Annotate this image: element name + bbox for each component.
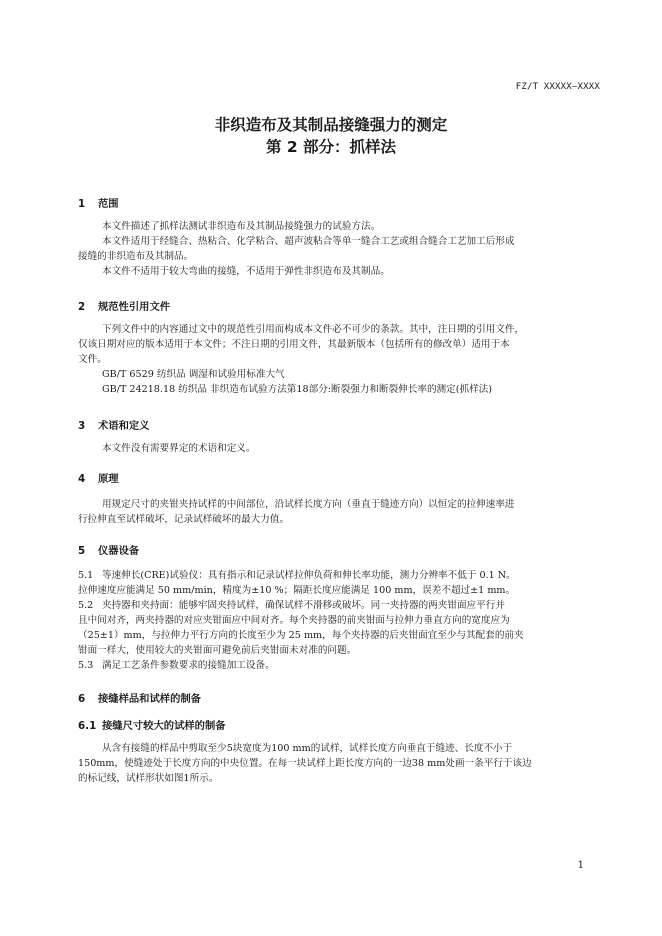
document-subtitle: 第 2 部分：抓样法: [265, 138, 397, 156]
section-4-body: [78, 497, 598, 527]
paragraph-continued: 的标记线，试样形状如图1所示。: [78, 773, 219, 784]
section-3-body: [78, 441, 598, 456]
paragraph: 本文件不适用于较大弯曲的接缝，不适用于弹性非织造布及其制品。: [102, 266, 390, 277]
clause-text: 夹持器和夹持面：能够牢固夹持试样，确保试样不滑移或破坏。同一夹持器的两夹钳面应平行并: [102, 600, 505, 611]
paragraph-continued: 接缝的非织造布及其制品。: [78, 251, 194, 262]
clause-text: 满足工艺条件参数要求的接缝加工设备。: [102, 660, 275, 671]
paragraph-continued: 且中间对齐，两夹持器的对应夹钳面应中间对齐。每个夹持器的前夹钳面与拉伸力垂直方向的宽度应为: [78, 615, 510, 626]
paragraph: 本文件适用于经缝合、热粘合、化学粘合、超声波粘合等单一缝合工艺或组合缝合工艺加工后形成: [102, 236, 515, 247]
standard-code: FZ/T XXXXX—XXXX: [515, 82, 600, 92]
clause-number: 5.2: [78, 600, 94, 611]
section-heading-6: [78, 690, 201, 705]
paragraph-continued: 仅该日期对应的版本适用于本文件；不注日期的引用文件，其最新版本（包括所有的修改单）适用于本: [78, 339, 510, 350]
paragraph: 本文件描述了抓样法测试非织造布及其制品接缝强力的试验方法。: [102, 221, 381, 232]
section-2-body: [78, 322, 598, 397]
section-number: 6: [78, 693, 86, 705]
paragraph: 从含有接缝的样品中剪取至少5块宽度为100 mm的试样，试样长度方向垂直于缝迹、长度不小于: [102, 743, 513, 754]
paragraph: 下列文件中的内容通过文中的规范性引用而构成本文件必不可少的条款。其中，注日期的引用文件，: [102, 324, 525, 335]
clause-number: 5.3: [78, 660, 94, 671]
clause-5-3: [78, 658, 598, 673]
section-5-body: [78, 568, 598, 673]
section-heading-3: [78, 417, 149, 432]
section-heading-4: [78, 470, 119, 485]
clause-5-1: [78, 568, 598, 583]
paragraph-continued: 行拉伸直至试样破坏，记录试样破坏的最大力值。: [78, 514, 290, 525]
clause-number: 5.1: [78, 570, 94, 581]
section-number: 5: [78, 545, 86, 557]
paragraph: 本文件没有需要界定的术语和定义。: [102, 443, 256, 454]
paragraph-continued: 文件。: [78, 354, 107, 365]
clause-5-2: [78, 598, 598, 613]
section-title: 术语和定义: [98, 420, 150, 432]
section-heading-2: [78, 298, 170, 313]
paragraph: 用规定尺寸的夹钳夹持试样的中间部位，沿试样长度方向（垂直于缝迹方向）以恒定的拉伸速率进: [102, 499, 515, 510]
subsection-title: 接缝尺寸较大的试样的制备: [102, 720, 226, 732]
subsection-number: 6.1: [78, 720, 97, 732]
section-number: 3: [78, 420, 86, 432]
clause-text: 等速伸长(CRE)试验仪：具有指示和记录试样拉伸负荷和伸长率功能，测力分辨率不低于 0.1 N。: [102, 570, 516, 581]
reference-item: GB/T 6529 纺织品 调湿和试验用标准大气: [102, 369, 285, 380]
page-number: 1: [577, 860, 584, 871]
section-number: 2: [78, 301, 86, 313]
section-heading-1: [78, 195, 119, 210]
reference-item: GB/T 24218.18 纺织品 非织造布试验方法第18部分:断裂强力和断裂伸长率的测定(抓样法): [102, 384, 493, 395]
paragraph-continued: 拉伸速度应能满足 50 mm/min，精度为±10 %；隔距长度应能满足 100 mm，误差不超过±1 mm。: [78, 585, 516, 596]
subsection-heading-6-1: [78, 717, 226, 732]
document-title: 非织造布及其制品接缝强力的测定: [214, 116, 448, 134]
section-number: 4: [78, 473, 86, 485]
section-heading-5: [78, 542, 139, 557]
paragraph-continued: 150mm，使缝迹处于长度方向的中央位置。在每一块试样上距长度方向的一边38 mm处画一条平行于该边: [78, 758, 532, 769]
paragraph-continued: （25±1）mm，与拉伸力平行方向的长度至少为 25 mm，每个夹持器的后夹钳面宜至少与其配套的前夹: [78, 630, 524, 641]
section-title: 原理: [98, 473, 119, 485]
section-1-body: [78, 219, 598, 279]
section-title: 规范性引用文件: [98, 301, 171, 313]
section-6-body: [78, 741, 598, 786]
section-number: 1: [78, 198, 86, 210]
section-title: 接缝样品和试样的制备: [98, 693, 201, 705]
paragraph-continued: 钳面一样大，使用较大的夹钳面可避免前后夹钳面未对准的问题。: [78, 645, 357, 656]
section-title: 仪器设备: [98, 545, 140, 557]
section-title: 范围: [98, 198, 119, 210]
